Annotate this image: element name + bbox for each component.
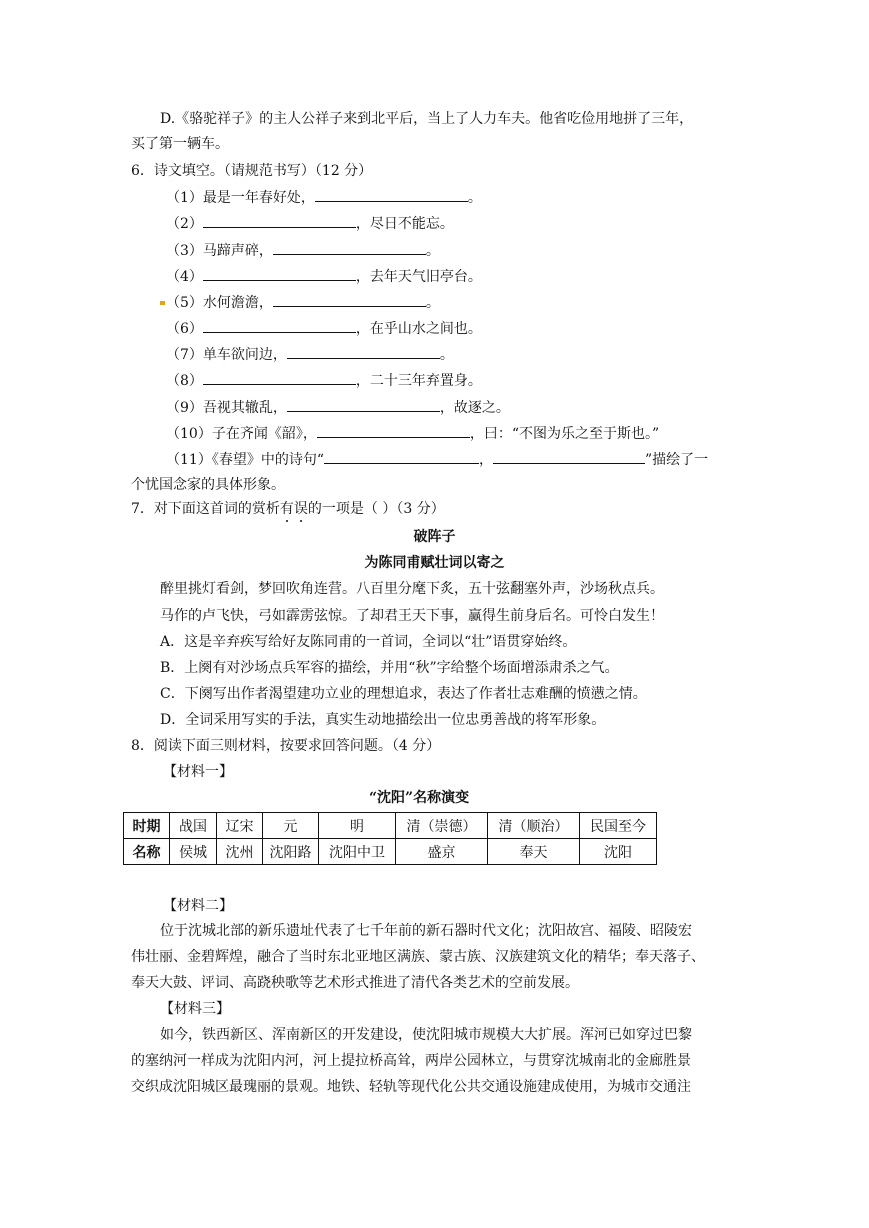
q6-item-7: （7）单车欲问边， 。 <box>166 344 454 365</box>
poem-line-1: 醉里挑灯看剑，梦回吹角连营。八百里分麾下炙，五十弦翻塞外声，沙场秋点兵。 <box>160 581 664 597</box>
q7-option-b[interactable]: B．上阕有对沙场点兵军容的描绘，并用“秋”字给整个场面增添肃杀之气。 <box>160 660 619 676</box>
table-cell: 沈州 <box>217 839 263 865</box>
table-cell: 元 <box>263 813 319 839</box>
answer-blank[interactable] <box>273 240 426 255</box>
material-2-line-2: 伟壮丽、金碧辉煌，融合了当时东北亚地区满族、蒙古族、汉族建筑文化的精华；奉天落子、 <box>131 949 705 965</box>
table-cell: 民国至今 <box>580 813 657 839</box>
table-cell: 清（顺治） <box>488 813 580 839</box>
q6-item-3: （3）马蹄声碎， 。 <box>166 240 440 261</box>
q7-heading: 7．对下面这首词的赏析有误的一项是（ ）（3 分） <box>131 501 445 517</box>
table-cell: 明 <box>319 813 396 839</box>
answer-blank[interactable] <box>287 397 440 412</box>
answer-blank[interactable] <box>273 292 426 307</box>
q6-item-8: （8） ，二十三年弃置身。 <box>166 370 482 391</box>
answer-blank[interactable] <box>203 318 356 333</box>
q6-item-10: （10）子在齐闻《韶》， ，曰：“不图为乐之至于斯也。” <box>166 423 659 444</box>
table-cell: 奉天 <box>488 839 580 865</box>
answer-blank[interactable] <box>203 266 356 281</box>
table-cell: 清（崇德） <box>396 813 488 839</box>
material-3-label: 【材料三】 <box>160 1001 230 1017</box>
table-cell: 战国 <box>170 813 217 839</box>
q6-item-5: （5）水何澹澹， 。 <box>166 292 440 313</box>
answer-blank[interactable] <box>203 370 356 385</box>
table-cell: 盛京 <box>396 839 488 865</box>
material-3-line-1: 如今，铁西新区、浑南新区的开发建设，使沈阳城市规模大大扩展。浑河已如穿过巴黎 <box>160 1027 692 1043</box>
highlight-marker <box>160 301 165 305</box>
material-3-line-3: 交织成沈阳城区最瑰丽的景观。地铁、轻轨等现代化公共交通设施建成使用，为城市交通注 <box>131 1079 691 1095</box>
table-cell: 沈阳中卫 <box>319 839 396 865</box>
q7-option-c[interactable]: C．下阕写出作者渴望建功立业的理想追求，表达了作者壮志难酬的愤懑之情。 <box>160 686 647 702</box>
q5-option-d-line2: 买了第一辆车。 <box>131 136 229 152</box>
material-2-label: 【材料二】 <box>163 898 233 914</box>
table-row <box>124 813 657 839</box>
poem-line-2: 马作的卢飞快，弓如霹雳弦惊。了却君王天下事，赢得生前身后名。可怜白发生！ <box>160 608 664 624</box>
q7-option-a[interactable]: A．这是辛弃疾写给好友陈同甫的一首词，全词以“壮”语贯穿始终。 <box>160 634 577 650</box>
table-header-cell: 时期 <box>124 813 170 839</box>
answer-blank[interactable] <box>203 213 356 228</box>
q8-heading: 8．阅读下面三则材料，按要求回答问题。（4 分） <box>131 738 441 754</box>
material-2-line-3: 奉天大鼓、评词、高跷秧歌等艺术形式推进了清代各类艺术的空前发展。 <box>131 975 579 991</box>
table-title: “沈阳”名称演变 <box>369 790 470 806</box>
table-cell: 侯城 <box>170 839 217 865</box>
table-header-cell: 名称 <box>124 839 170 865</box>
q6-item-11-line2: 个忧国念家的具体形象。 <box>131 477 285 493</box>
material-1-label: 【材料一】 <box>163 764 233 780</box>
material-2-line-1: 位于沈城北部的新乐遗址代表了七千年前的新石器时代文化；沈阳故宫、福陵、昭陵宏 <box>160 923 692 939</box>
table-cell: 沈阳 <box>580 839 657 865</box>
answer-blank[interactable] <box>287 344 440 359</box>
answer-blank[interactable] <box>315 187 468 202</box>
name-evolution-table <box>123 812 657 865</box>
material-3-line-2: 的塞纳河一样成为沈阳内河，河上提拉桥高耸，两岸公园林立，与贯穿沈城南北的金廊胜景 <box>131 1053 691 1069</box>
q6-item-1: （1）最是一年春好处， 。 <box>166 187 482 208</box>
q6-item-4: （4） ，去年天气旧亭台。 <box>166 266 482 287</box>
table-row <box>124 839 657 865</box>
answer-blank[interactable] <box>324 449 479 464</box>
poem-subtitle: 为陈同甫赋壮词以寄之 <box>364 555 505 571</box>
answer-blank[interactable] <box>317 423 470 438</box>
q7-option-d[interactable]: D．全词采用写实的手法，真实生动地描绘出一位忠勇善战的将军形象。 <box>160 712 606 728</box>
poem-title: 破阵子 <box>413 529 456 545</box>
q6-item-9: （9）吾视其辙乱， ，故逐之。 <box>166 397 510 418</box>
table-cell: 沈阳路 <box>263 839 319 865</box>
q6-item-11: （11）《春望》中的诗句“ ， ”描绘了一 <box>166 449 708 470</box>
answer-blank[interactable] <box>493 449 645 464</box>
q5-option-d-line1: D.《骆驼祥子》的主人公祥子来到北平后，当上了人力车夫。他省吃俭用地拼了三年， <box>160 111 694 127</box>
q6-item-2: （2） ，尽日不能忘。 <box>166 213 454 234</box>
q6-heading: 6．诗文填空。（请规范书写）（12 分） <box>131 163 373 179</box>
q6-item-6: （6） ，在乎山水之间也。 <box>166 318 482 339</box>
table-cell: 辽宋 <box>217 813 263 839</box>
